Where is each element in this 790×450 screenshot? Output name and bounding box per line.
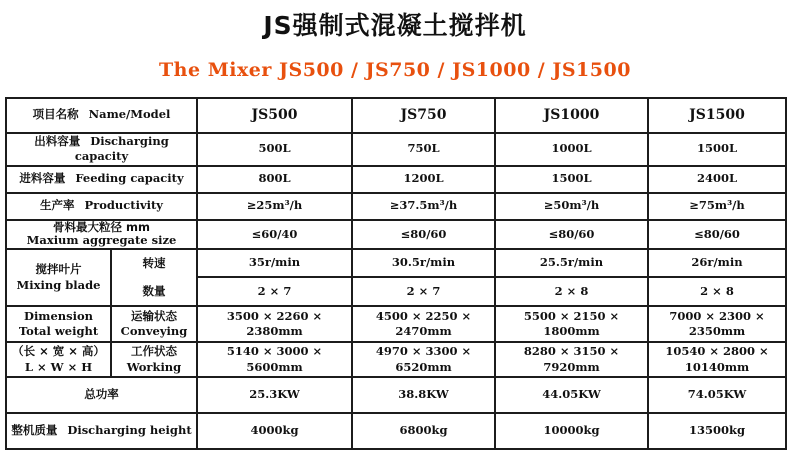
row-aggregate-size — [6, 220, 786, 250]
value-cell: 38.8KW — [352, 377, 495, 413]
value-cell: 1500L — [648, 133, 786, 166]
label-cell — [6, 413, 197, 449]
row-productivity — [6, 193, 786, 220]
value-cell: 44.05KW — [495, 377, 648, 413]
label-mixing-blade — [6, 249, 111, 306]
model-js750-header: JS750 — [352, 98, 495, 133]
page-subtitle: The Mixer JS500 / JS750 / JS1000 / JS1500 — [159, 58, 631, 81]
value-cell: 10000kg — [495, 413, 648, 449]
header-label-en: Name/Model — [88, 107, 171, 122]
label-en: Maxium aggregate size — [26, 233, 177, 248]
value-cell: 5140 × 3000 × 5600mm — [197, 342, 352, 377]
label-line1: Dimension — [23, 308, 94, 323]
value-cell: 800L — [197, 166, 352, 193]
value-cell: 3500 × 2260 × 2380mm — [197, 306, 352, 342]
value-cell: 8280 × 3150 × 7920mm — [495, 342, 648, 377]
value-cell: 25.3KW — [197, 377, 352, 413]
model-js1500-header: JS1500 — [648, 98, 786, 133]
label-line1: （长 × 宽 × 高） — [12, 344, 105, 359]
row-dimension-working — [6, 342, 786, 377]
sublabel-en: Conveying — [120, 324, 188, 339]
page-title: JS强制式混凝土搅拌机 — [263, 11, 527, 40]
label-en: Feeding capacity — [75, 171, 184, 186]
sublabel-en: Working — [126, 359, 182, 374]
model-js500-header: JS500 — [197, 98, 352, 133]
label-zh: 进料容量 — [19, 171, 66, 186]
label-cell — [6, 377, 197, 413]
spec-table — [5, 97, 787, 450]
sublabel-conveying — [111, 306, 197, 342]
value-cell: 2 × 8 — [648, 277, 786, 306]
header-label-zh: 项目名称 — [32, 107, 79, 122]
row-total-power — [6, 377, 786, 413]
row-discharging-capacity — [6, 133, 786, 166]
label-en: Discharging capacity — [74, 133, 169, 164]
value-cell: ≤80/60 — [352, 220, 495, 250]
value-cell: 500L — [197, 133, 352, 166]
row-mixing-blade-speed — [6, 249, 786, 277]
header-row — [6, 98, 786, 133]
value-cell: 4970 × 3300 × 6520mm — [352, 342, 495, 377]
label-cell — [6, 166, 197, 193]
value-cell: 5500 × 2150 × 1800mm — [495, 306, 648, 342]
row-feeding-capacity — [6, 166, 786, 193]
label-lwh — [6, 342, 111, 377]
value-cell: 74.05KW — [648, 377, 786, 413]
value-cell: 35r/min — [197, 249, 352, 277]
label-zh: 总功率 — [84, 387, 119, 402]
value-cell: 1000L — [495, 133, 648, 166]
row-machine-weight — [6, 413, 786, 449]
value-cell: 1500L — [495, 166, 648, 193]
label-cell — [6, 220, 197, 250]
value-cell: 30.5r/min — [352, 249, 495, 277]
sublabel-working — [111, 342, 197, 377]
label-cell — [6, 133, 197, 166]
value-cell: 2 × 7 — [197, 277, 352, 306]
sublabel-quantity: 数量 — [142, 283, 166, 298]
label-cell — [6, 193, 197, 220]
value-cell: 2 × 7 — [352, 277, 495, 306]
label-zh: 出料容量 — [34, 133, 81, 148]
label-dimension — [6, 306, 111, 342]
value-cell: 1200L — [352, 166, 495, 193]
value-cell: 2400L — [648, 166, 786, 193]
sublabel-zh: 工作状态 — [131, 344, 177, 359]
row-dimension-conveying — [6, 306, 786, 342]
value-cell: 6800kg — [352, 413, 495, 449]
label-zh: 搅拌叶片 — [35, 262, 82, 277]
value-cell: 26r/min — [648, 249, 786, 277]
value-cell: 4500 × 2250 × 2470mm — [352, 306, 495, 342]
value-cell: ≤60/40 — [197, 220, 352, 250]
value-cell: ≥25m³/h — [197, 193, 352, 220]
value-cell: 10540 × 2800 × 10140mm — [648, 342, 786, 377]
label-line2: Total weight — [18, 324, 99, 339]
model-js1000-header: JS1000 — [495, 98, 648, 133]
value-cell: 25.5r/min — [495, 249, 648, 277]
value-cell: ≥75m³/h — [648, 193, 786, 220]
value-cell: 2 × 8 — [495, 277, 648, 306]
label-zh: 整机质量 — [11, 423, 58, 438]
sublabel-speed: 转速 — [142, 256, 166, 271]
label-en: Mixing blade — [16, 277, 101, 292]
sublabel-zh: 运输状态 — [131, 308, 177, 323]
label-en: Productivity — [84, 198, 163, 213]
value-cell: ≤80/60 — [648, 220, 786, 250]
header-label-cell — [6, 98, 197, 133]
sublabel-speed-quantity — [111, 249, 197, 306]
label-zh: 骨料最大粒径 mm — [53, 219, 150, 234]
value-cell: 13500kg — [648, 413, 786, 449]
value-cell: ≤80/60 — [495, 220, 648, 250]
value-cell: 750L — [352, 133, 495, 166]
value-cell: 7000 × 2300 × 2350mm — [648, 306, 786, 342]
label-en: Discharging height — [67, 423, 192, 438]
value-cell: ≥37.5m³/h — [352, 193, 495, 220]
label-zh: 生产率 — [39, 198, 75, 213]
value-cell: ≥50m³/h — [495, 193, 648, 220]
value-cell: 4000kg — [197, 413, 352, 449]
label-line2: L × W × H — [24, 359, 93, 374]
